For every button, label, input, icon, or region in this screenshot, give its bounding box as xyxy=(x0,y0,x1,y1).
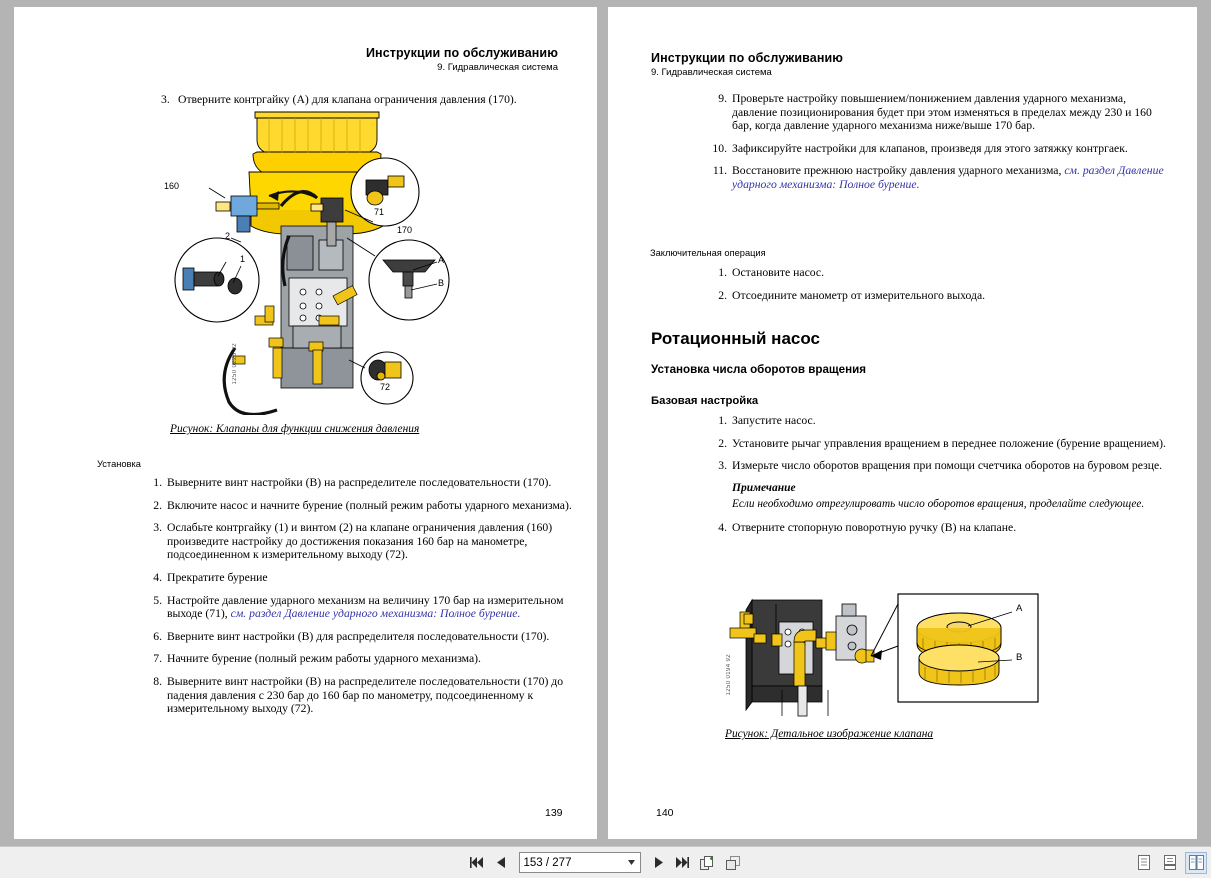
step-item xyxy=(708,142,1168,156)
header-title: Инструкции по обслуживанию xyxy=(651,51,844,65)
header-subtitle: 9. Гидравлическая система xyxy=(437,62,558,73)
figure-watermark: 1250 0225 32 xyxy=(232,343,238,385)
step-item xyxy=(708,414,1168,428)
step-text: Включите насос и начните бурение (полный режим работы ударного механизма). xyxy=(167,498,572,512)
left-page-number: 139 xyxy=(545,807,563,819)
step-text: Проверьте настройку повышением/понижением давления ударного механизма, давление позиционирования будет при этом изменяться в пределах между 230 и 160 бар, когда давление ударного механизма ниже/выше 170 бар. xyxy=(732,92,1152,133)
step-number: 1. xyxy=(718,266,727,279)
cross-reference-link[interactable]: см. раздел Давление ударного механизма: Полное бурение. xyxy=(230,607,521,621)
step-item xyxy=(143,652,577,666)
two-page-view-button[interactable] xyxy=(1185,852,1207,874)
step-text: Остановите насос. xyxy=(732,266,825,279)
figure-pressure-valves-svg xyxy=(169,110,469,415)
figure-callout-b: B xyxy=(438,278,445,288)
toolbar-view-modes xyxy=(1133,847,1207,878)
step-number: 2. xyxy=(153,498,162,512)
note-body: Если необходимо отрегулировать число оборотов вращения, проделайте следующее. xyxy=(732,498,1145,511)
step-number: 3. xyxy=(161,93,170,106)
header-subtitle: 9. Гидравлическая система xyxy=(651,67,772,78)
step-number: 9. xyxy=(718,92,727,105)
step-number: 4. xyxy=(153,570,162,584)
figure-callout-170: 170 xyxy=(397,225,413,235)
step-item xyxy=(143,630,577,644)
page-number-input[interactable] xyxy=(520,854,624,871)
step-item xyxy=(143,571,577,585)
previous-page-icon[interactable] xyxy=(493,853,510,872)
step-text: Зафиксируйте настройки для клапанов, произведя для этого затяжку контргаек. xyxy=(732,141,1128,155)
cross-reference-link[interactable]: см. раздел Давление ударного механизма: Полное бурение. xyxy=(732,164,1164,191)
left-top-step xyxy=(161,90,561,108)
note-block xyxy=(708,482,1168,512)
step-text: Отсоедините манометр от измерительного выхода. xyxy=(732,288,986,302)
step-number: 7. xyxy=(153,652,162,666)
step-item xyxy=(143,521,577,562)
step-text: Выверните винт настройки (B) на распределителе последовательности (170). xyxy=(167,476,552,489)
step-number: 6. xyxy=(153,629,162,643)
step-text: Отверните контргайку (A) для клапана ограничения давления (170). xyxy=(178,93,517,106)
left-page-header xyxy=(366,46,558,73)
figure-callout-1: 1 xyxy=(240,254,246,264)
note-title: Примечание xyxy=(732,481,796,494)
heading-rpm-setting: Установка числа оборотов вращения xyxy=(651,363,867,376)
section-label-installation: Установка xyxy=(97,459,141,469)
step-text: Настройте давление ударного механизм на величину 170 бар на измерительном выходе (71), xyxy=(167,593,564,621)
header-title: Инструкции по обслуживанию xyxy=(365,46,558,60)
figure-callout-72: 72 xyxy=(380,382,391,392)
continuous-view-button[interactable] xyxy=(1159,852,1181,874)
step-item xyxy=(708,521,1168,535)
step-number: 1. xyxy=(718,414,727,427)
valve-figure-watermark: 1250 0194 92 xyxy=(726,654,732,696)
add-page-icon[interactable] xyxy=(698,853,717,872)
right-figure-caption: Рисунок: Детальное изображение клапана xyxy=(725,728,934,740)
step-item xyxy=(143,499,577,513)
valve-callout-a: A xyxy=(1016,603,1023,614)
step-number: 3. xyxy=(153,521,162,535)
page-number-field[interactable] xyxy=(519,852,641,873)
step-text: Отверните стопорную поворотную ручку (B) на клапане. xyxy=(732,520,1017,534)
step-item xyxy=(708,92,1168,133)
step-text: Измерьте число оборотов вращения при помощи счетчика оборотов на буровом резце. xyxy=(732,459,1163,473)
first-page-icon[interactable] xyxy=(469,853,486,872)
step-number: 2. xyxy=(718,436,727,450)
step-number: 5. xyxy=(153,593,162,607)
step-item xyxy=(143,476,577,490)
step-item xyxy=(143,675,577,716)
last-page-icon[interactable] xyxy=(674,853,691,872)
heading-basic-setting: Базовая настройка xyxy=(651,395,759,407)
left-steps-list xyxy=(143,476,577,725)
chevron-down-icon[interactable] xyxy=(624,854,640,871)
bottom-toolbar xyxy=(0,846,1211,878)
step-text: Установите рычаг управления вращением в переднее положение (бурение вращением). xyxy=(732,436,1166,450)
toolbar-navigation-group xyxy=(0,847,1211,878)
right-final-steps-list xyxy=(708,266,1168,311)
step-number: 1. xyxy=(153,476,162,489)
section-label-final-operation: Заключительная операция xyxy=(650,248,766,258)
step-number: 3. xyxy=(718,459,727,473)
figure-callout-71: 71 xyxy=(374,207,385,217)
figure-callout-160: 160 xyxy=(164,181,180,191)
next-page-icon[interactable] xyxy=(650,853,667,872)
copy-page-icon[interactable] xyxy=(724,853,743,872)
right-steps-continued xyxy=(708,92,1168,201)
page-left xyxy=(14,7,597,839)
figure-valve-detail-svg xyxy=(716,590,1046,720)
step-item xyxy=(143,594,577,621)
single-page-view-button[interactable] xyxy=(1133,852,1155,874)
step-item xyxy=(708,164,1168,191)
step-text: Ослабьте контргайку (1) и винтом (2) на клапане ограничения давления (160) произведите настройку до достижения показания 160 бар на манометре, подсоединенном к измерительному выходу (72). xyxy=(167,521,553,562)
page-right xyxy=(608,7,1197,839)
heading-rotary-pump: Ротационный насос xyxy=(651,329,820,348)
step-text: Восстановите прежнюю настройку давления ударного механизма, xyxy=(732,164,1065,178)
step-number: 10. xyxy=(712,141,727,155)
step-item xyxy=(708,437,1168,451)
right-page-number: 140 xyxy=(656,807,674,819)
step-item xyxy=(708,459,1168,473)
right-page-header xyxy=(651,51,843,78)
step-number: 8. xyxy=(153,674,162,688)
right-basic-steps-list xyxy=(708,414,1168,543)
figure-valve-detail xyxy=(716,590,1046,720)
step-text: Начните бурение (полный режим работы ударного механизма). xyxy=(167,652,481,666)
step-number: 11. xyxy=(712,164,727,178)
left-figure-caption: Рисунок: Клапаны для функции снижения давления xyxy=(170,423,420,435)
figure-callout-a: A xyxy=(438,255,445,265)
step-item xyxy=(708,289,1168,303)
step-text: Запустите насос. xyxy=(732,414,816,427)
valve-callout-b: B xyxy=(1016,652,1023,663)
step-text: Вверните винт настройки (B) для распределителя последовательности (170). xyxy=(167,629,550,643)
figure-pressure-valves xyxy=(164,110,469,415)
step-item xyxy=(708,266,1168,280)
step-text: Прекратите бурение xyxy=(167,570,268,584)
step-number: 4. xyxy=(718,520,727,534)
step-text: Выверните винт настройки (B) на распределителе последовательности (170) до падения давления с 230 бар до 160 бар по манометру, подсоединенному к измерительному выходу (72). xyxy=(167,674,564,716)
step-number: 2. xyxy=(718,288,727,302)
figure-callout-2: 2 xyxy=(225,231,231,241)
